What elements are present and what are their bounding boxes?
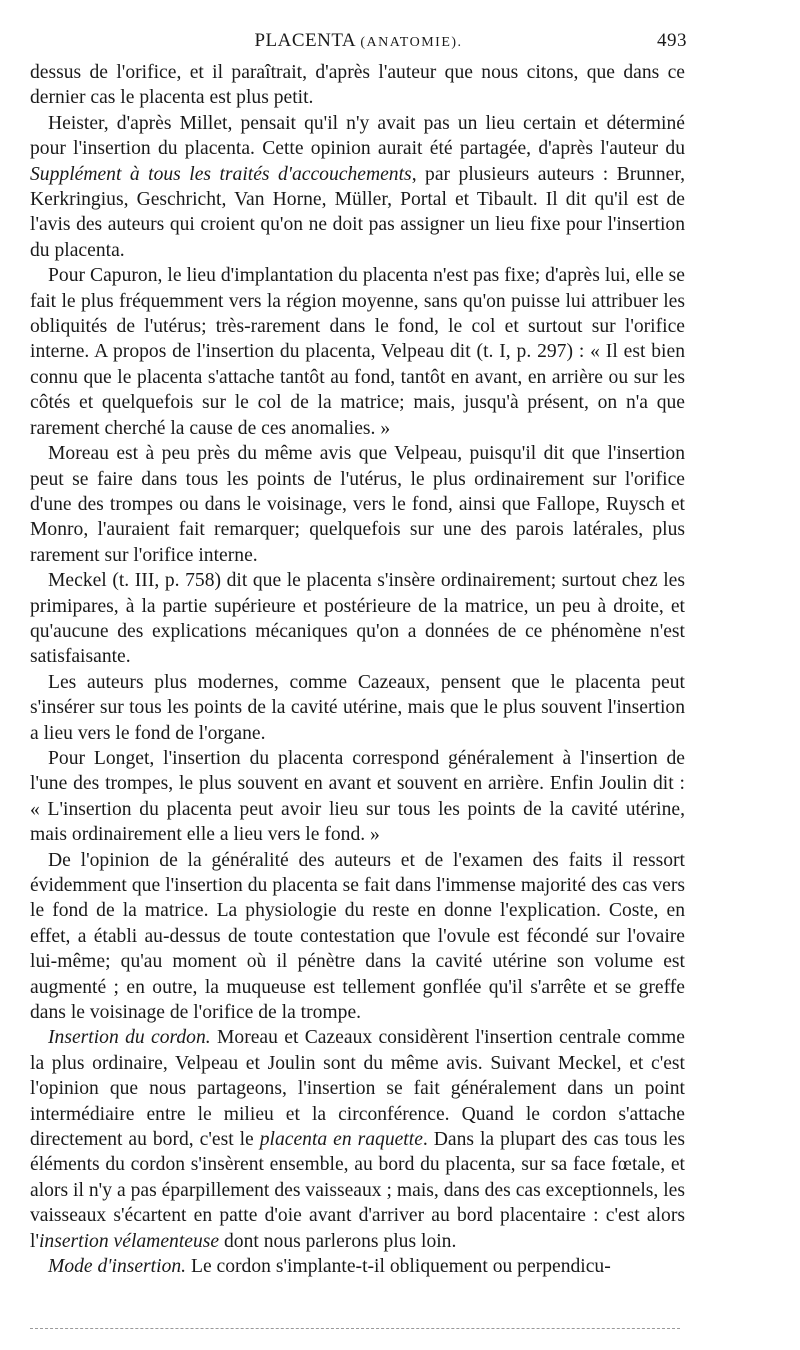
paragraph — [30, 746, 685, 848]
running-title-main: PLACENTA — [254, 30, 356, 51]
paragraph-text: dont nous parlerons plus loin. — [219, 1230, 457, 1252]
italic-text: Mode d'insertion. — [48, 1256, 187, 1278]
paragraph-text: De l'opinion de la généralité des auteurs et de l'examen des faits il ressort évidemment que l'insertion du placenta se fait dans l'immense majorité des cas vers le fond de la matrice. La physiologie du reste en donne l'explication. Coste, en effet, a établi au-dessus de toute contestation que l'ovule est fécondé sur l'ovaire lui-même; qu'au moment où il pénètre dans la cavité utérine son volume est augmenté ; en outre, la muqueuse est tellement gonflée qu'il s'arrête et se greffe dans le voisinage de l'orifice de la trompe. — [30, 849, 685, 1024]
italic-text: insertion vélamenteuse — [38, 1230, 220, 1252]
paragraph — [30, 441, 685, 568]
paragraph-text: , par plusieurs auteurs : Brunner, Kerkringius, Geschricht, Van Horne, Müller, Portal et Tibault. Il dit qu'il est de l'avis des auteurs qui croient qu'on ne doit pas assigner un lieu fixe pour l'insertion du placenta. — [30, 163, 685, 261]
paragraph — [30, 111, 685, 263]
paragraph — [30, 60, 685, 111]
paragraph — [30, 848, 685, 1026]
paragraph — [30, 263, 685, 441]
paragraph-text: Les auteurs plus modernes, comme Cazeaux, pensent que le placenta peut s'insérer sur tous les points de la cavité utérine, mais que le plus souvent l'insertion a lieu vers le fond de l'organe. — [30, 671, 685, 744]
running-title — [30, 30, 687, 52]
italic-text: Insertion du cordon. — [48, 1027, 211, 1049]
body-text — [30, 60, 685, 1280]
paragraph — [30, 670, 685, 746]
page-header — [30, 30, 687, 56]
page-number: 493 — [657, 30, 687, 51]
paragraph — [30, 1025, 685, 1254]
paragraph-text: Pour Capuron, le lieu d'implantation du placenta n'est pas fixe; d'après lui, elle se fait le plus fréquemment vers la région moyenne, sans qu'on puisse lui attribuer les obliquités de l'utérus; très-rarement dans le fond, le col et surtout sur l'orifice interne. A propos de l'insertion du placenta, Velpeau dit (t. I, p. 297) : « Il est bien connu que le placenta s'attache tantôt au fond, tantôt en avant, en arrière ou sur les côtés et quelquefois sur le col de la matrice; mais, jusqu'à présent, on n'a que rarement cherché la cause de ces anomalies. » — [30, 265, 685, 439]
footer-rule — [30, 1328, 680, 1329]
paragraph-text: dessus de l'orifice, et il paraîtrait, d'après l'auteur que nous citons, que dans ce dernier cas le placenta est plus petit. — [30, 62, 685, 109]
paragraph-text: Le cordon s'implante-t-il obliquement ou perpendicu- — [186, 1256, 611, 1278]
italic-text: Supplément à tous les traités d'accouchements — [30, 163, 412, 185]
paragraph-text: Moreau est à peu près du même avis que Velpeau, puisqu'il dit que l'insertion peut se faire dans tous les points de l'utérus, le plus ordinairement sur l'orifice d'une des trompes ou dans le voisinage, vers le fond, ainsi que Fallope, Ruysch et Monro, l'auraient fait remarquer; quelquefois sur une des parois latérales, plus rarement sur l'orifice interne. — [30, 443, 685, 566]
paragraph — [30, 1254, 685, 1279]
paragraph — [30, 568, 685, 670]
paragraph-text: Meckel (t. III, p. 758) dit que le placenta s'insère ordinairement; surtout chez les primipares, à la partie supérieure et postérieure de la matrice, un peu à droite, et qu'aucune des explications mécaniques qu'on a données de ce phénomène n'est satisfaisante. — [30, 570, 685, 668]
running-title-subtitle: (ANATOMIE). — [360, 35, 463, 50]
paragraph-text: . Dans la plupart des cas tous les éléments du cordon s'insèrent ensemble, au bord du placenta, sur sa face fœtale, et alors il n'y a pas éparpillement des vaisseaux ; mais, dans des cas exceptionnels, les vaisseaux s'écartent en patte d'oie avant d'arriver au bord placentaire : c'est alors l' — [30, 1129, 685, 1252]
paragraph-text: Moreau et Cazeaux considèrent l'insertion centrale comme la plus ordinaire, Velpeau et Joulin sont du même avis. Suivant Meckel, et c'est l'opinion que nous partageons, l'insertion se fait généralement dans un point intermédiaire entre le milieu et la circonférence. Quand le cordon s'attache directement au bord, c'est le — [30, 1027, 685, 1151]
paragraph-text: Heister, d'après Millet, pensait qu'il n'y avait pas un lieu certain et déterminé pour l'insertion du placenta. Cette opinion aurait été partagée, d'après l'auteur du — [30, 112, 685, 160]
italic-text: placenta en raquette — [259, 1129, 423, 1151]
paragraph-text: Pour Longet, l'insertion du placenta correspond généralement à l'insertion de l'une des trompes, le plus souvent en avant et souvent en arrière. Enfin Joulin dit : « L'insertion du placenta peut avoir lieu sur tous les points de la cavité utérine, mais ordinairement elle a lieu vers le fond. » — [30, 747, 685, 846]
